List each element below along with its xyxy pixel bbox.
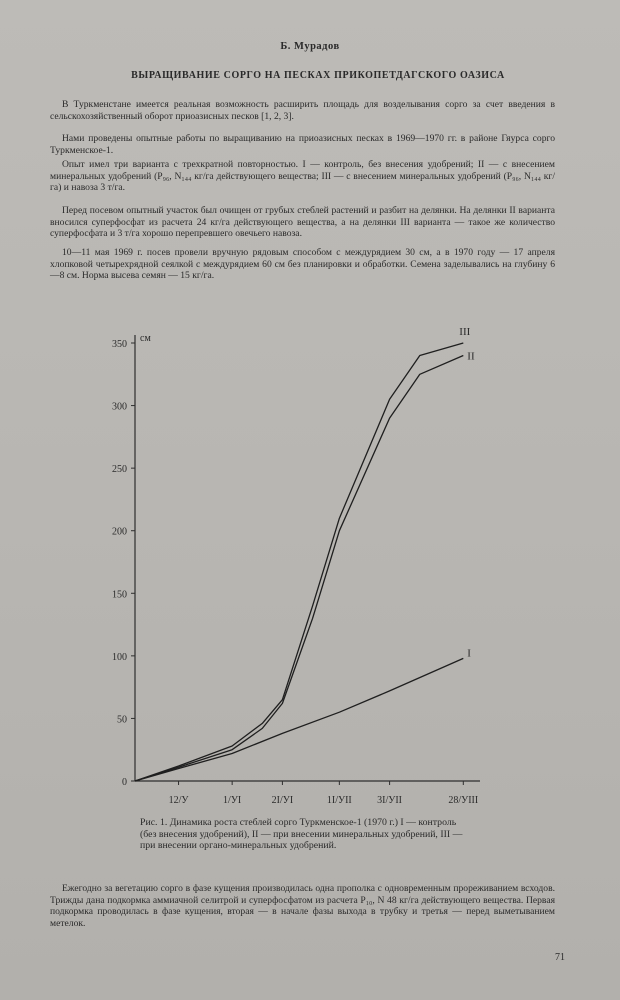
chart-labels (459, 326, 475, 659)
chart-lines (135, 343, 463, 781)
article-title: ВЫРАЩИВАНИЕ СОРГО НА ПЕСКАХ ПРИКОПЕТДАГСКОГО ОАЗИСА (131, 70, 505, 81)
series-line-iii (135, 343, 463, 781)
y-tick-label: 350 (112, 339, 127, 350)
x-tick-label: 1/УI (223, 795, 242, 806)
y-tick-label: 100 (112, 651, 127, 663)
series-label-iii: III (459, 326, 471, 338)
x-tick-label: 2I/УI (271, 795, 294, 806)
page-number: 71 (555, 952, 565, 963)
chart-axes (135, 335, 480, 781)
author-name: Б. Мурадов (280, 41, 340, 52)
x-tick-label: 3I/УII (377, 795, 403, 806)
y-tick-label: 300 (112, 401, 127, 413)
y-unit-label: см (140, 333, 151, 344)
paragraph-cultivation: Ежегодно за вегетацию сорго в фазе кущения производилась одна прополка с одновременным прореживанием всходов. Трижды дана подкормка аммиачной селитрой и суперфосфатом из расчета P₁₀, N 48 кг/га действующего вещества. Первая подкормка проводилась в фазе кущения, вторая — в начале фазы выхода в трубку и третья — перед выметыванием метелок. (50, 883, 555, 930)
paragraph-sowing: 10—11 мая 1969 г. посев провели вручную рядовым способом с междурядием 30 см, а в 1970 году — 17 апреля хлопковой четырехрядной сеялкой с междурядием 60 см без планировки и обработки. Семена заделывались на глубину 6—8 см. Норма высева семян — 15 кг/га. (50, 247, 555, 282)
y-tick-label: 250 (112, 464, 127, 476)
y-tick-label: 150 (112, 589, 127, 601)
growth-chart (0, 300, 620, 810)
series-label-ii: II (467, 350, 475, 363)
series-line-i (135, 658, 463, 781)
figure-caption: Рис. 1. Динамика роста стеблей сорго Туркменское-1 (1970 г.) I — контроль (без внесения удобрений), II — при внесении минеральных удобрений, III — при внесении органо-минеральных удобрений. (140, 817, 463, 851)
chart-ticks (112, 333, 478, 806)
paragraph-variants: Опыт имел три варианта с трехкратной повторностью. I — контроль, без внесения удобрений; II — с внесением минеральных удобрений (P₉₆, N₁₄₄ кг/га действующего вещества; III — с внесением минеральных удобрений (P₉₆, N₁₄₄ кг/га) и навоза 3 т/га. (50, 159, 555, 194)
y-tick-label: 0 (122, 777, 127, 788)
x-tick-label: 28/УIII (448, 795, 479, 806)
series-line-ii (135, 356, 463, 782)
y-tick-label: 200 (112, 526, 127, 538)
paragraph-experiments: Нами проведены опытные работы по выращиванию на приоазисных песках в 1969—1970 гг. в районе Гяурса сорго Туркменское-1. (50, 133, 555, 156)
y-tick-label: 50 (117, 714, 127, 726)
series-label-i: I (467, 647, 471, 660)
x-tick-label: 12/У (168, 795, 189, 806)
paragraph-preparation: Перед посевом опытный участок был очищен от грубых стеблей растений и разбит на делянки. На делянки II варианта вносился суперфосфат из расчета 24 кг/га действующего вещества, а на делянки III варианта — такое же количество суперфосфата и 3 т/га хорошо перепревшего овечьего навоза. (50, 205, 555, 240)
x-tick-label: 1I/УII (326, 795, 352, 806)
paragraph-intro: В Туркменстане имеется реальная возможность расширить площадь для возделывания сорго за счет введения в сельскохозяйственный оборот приоазисных песков [1, 2, 3]. (50, 99, 555, 122)
